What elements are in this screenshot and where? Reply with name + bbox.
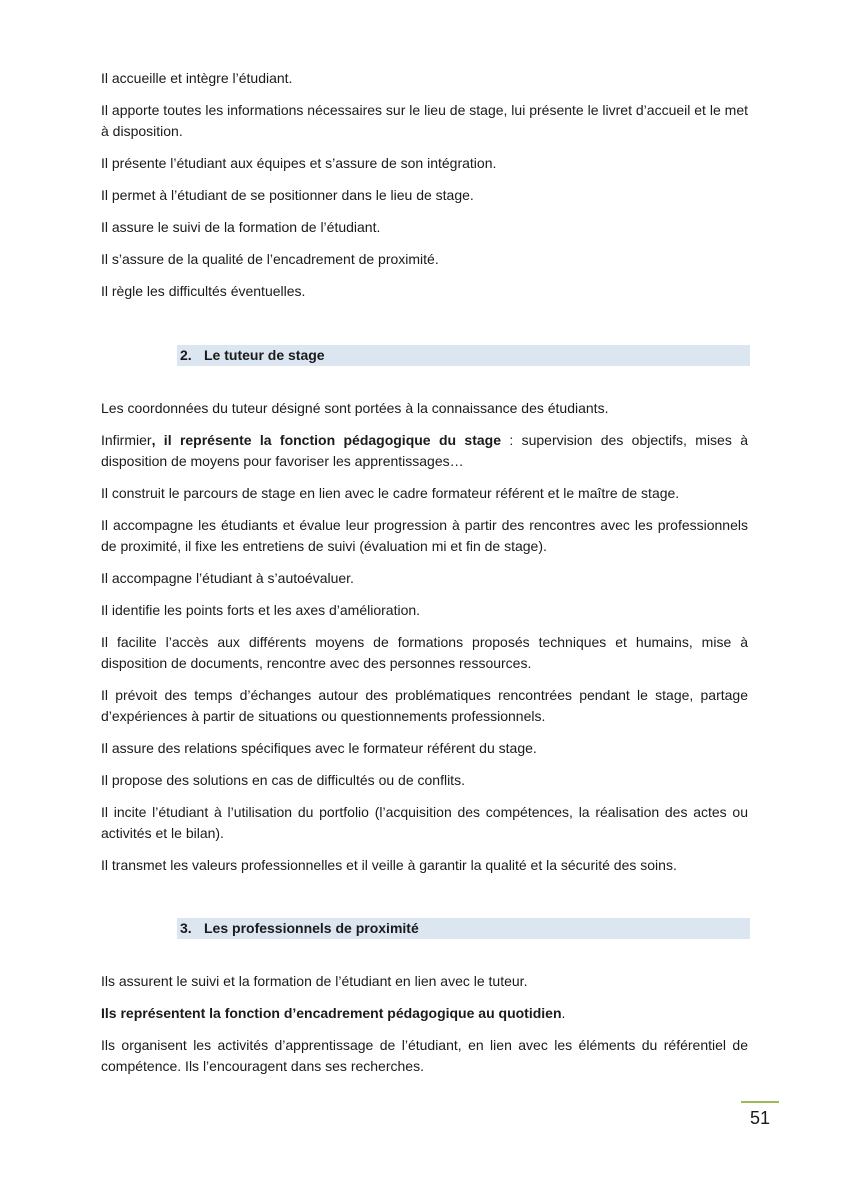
paragraph: Il incite l’étudiant à l’utilisation du portfolio (l’acquisition des compétences, la réalisation des actes ou activités et le bilan).: [101, 804, 748, 841]
section-heading-tuteur: [177, 345, 750, 366]
page-number-rule: [741, 1101, 779, 1103]
paragraph: Il construit le parcours de stage en lien avec le cadre formateur référent et le maître de stage.: [101, 485, 680, 501]
paragraph: Il accueille et intègre l’étudiant.: [101, 70, 293, 86]
paragraph: Il facilite l’accès aux différents moyens de formations proposés techniques et humains, mise à disposition de documents, rencontre avec des personnes ressources.: [101, 634, 748, 671]
paragraph: Il transmet les valeurs professionnelles et il veille à garantir la qualité et la sécurité des soins.: [101, 857, 677, 873]
paragraph: Il accompagne les étudiants et évalue leur progression à partir des rencontres avec les professionnels de proximité, il fixe les entretiens de suivi (évaluation mi et fin de stage).: [101, 517, 748, 554]
role-suffix: .: [561, 1005, 566, 1021]
paragraph: Ils assurent le suivi et la formation de l’étudiant en lien avec le tuteur.: [101, 973, 528, 989]
section-title: Le tuteur de stage: [204, 347, 325, 363]
paragraph: Il apporte toutes les informations nécessaires sur le lieu de stage, lui présente le livret d’accueil et le met à disposition.: [101, 102, 748, 139]
paragraph: Il règle les difficultés éventuelles.: [101, 283, 306, 299]
document-page: [101, 0, 748, 1200]
paragraph: Il assure des relations spécifiques avec le formateur référent du stage.: [101, 740, 537, 756]
role-bold: Ils représentent la fonction d’encadrement pédagogique au quotidien: [101, 1005, 562, 1021]
paragraph: Il accompagne l’étudiant à s’autoévaluer.: [101, 570, 354, 586]
page-number: 51: [749, 1108, 771, 1128]
section-heading-professionnels: [177, 918, 750, 939]
paragraph: Les coordonnées du tuteur désigné sont portées à la connaissance des étudiants.: [101, 400, 609, 416]
paragraph: Il présente l’étudiant aux équipes et s’assure de son intégration.: [101, 155, 497, 171]
role-suffix: : supervision des objectifs, mises à disposition de moyens pour favoriser les apprentissages…: [101, 432, 748, 469]
role-bold: , il représente la fonction pédagogique du stage: [151, 432, 501, 448]
role-prefix: Infirmier: [101, 432, 152, 448]
paragraph: Il permet à l’étudiant de se positionner dans le lieu de stage.: [101, 187, 474, 203]
section-number: 3.: [180, 920, 192, 936]
section-number: 2.: [180, 347, 192, 363]
paragraph: Il propose des solutions en cas de difficultés ou de conflits.: [101, 772, 465, 788]
paragraph-role: [101, 1003, 748, 1024]
paragraph: Il prévoit des temps d’échanges autour des problématiques rencontrées pendant le stage, partage d’expériences à partir de situations ou questionnements professionnels.: [101, 687, 748, 724]
paragraph: Ils organisent les activités d’apprentissage de l’étudiant, en lien avec les éléments du référentiel de compétence. Ils l’encouragent dans ses recherches.: [101, 1037, 748, 1074]
paragraph: Il identifie les points forts et les axes d’amélioration.: [101, 602, 421, 618]
paragraph: Il s’assure de la qualité de l’encadrement de proximité.: [101, 251, 439, 267]
paragraph-role: [101, 430, 748, 472]
paragraph: Il assure le suivi de la formation de l’étudiant.: [101, 219, 381, 235]
section-title: Les professionnels de proximité: [204, 920, 419, 936]
